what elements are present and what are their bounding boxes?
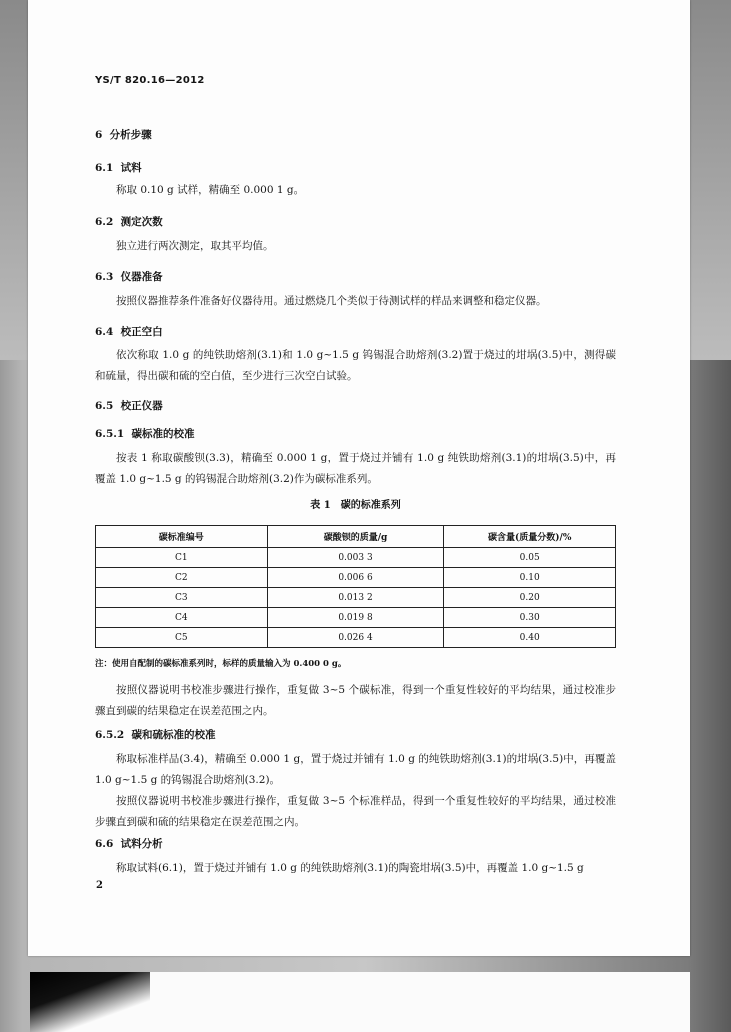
table-header-cell: 碳标准编号 (96, 526, 268, 548)
section-6-3-heading: 6.3 仪器准备 (95, 271, 163, 283)
table-row (96, 568, 616, 588)
section-6-1-heading: 6.1 试料 (95, 162, 142, 174)
table-cell: C2 (96, 568, 268, 588)
calibration-text: 按照仪器说明书校准步骤进行操作，重复做 3~5 个碳标准，得到一个重复性较好的平均结果，通过校准步骤直到碳的结果稳定在误差范围之内。 (95, 684, 616, 717)
section-6-5-1-text: 按表 1 称取碳酸钡(3.3)，精确至 0.000 1 g，置于烧过并铺有 1.0 g 纯铁助熔剂(3.1)的坩埚(3.5)中，再覆盖 1.0 g~1.5 g 的钨锡混合助熔剂(3.2)作为碳标准系列。 (95, 452, 616, 485)
table-cell: 0.026 4 (267, 628, 444, 648)
table-row (96, 608, 616, 628)
section-6-5-heading: 6.5 校正仪器 (95, 400, 163, 412)
table-cell: 0.10 (444, 568, 616, 588)
table-cell: 0.019 8 (267, 608, 444, 628)
section-6-5-2-heading: 6.5.2 碳和硫标准的校准 (95, 729, 216, 741)
standard-code-header: YS/T 820.16—2012 (95, 75, 205, 86)
table-1-caption: 表 1 碳的标准系列 (310, 500, 401, 511)
table-cell: C1 (96, 548, 268, 568)
table-cell: C5 (96, 628, 268, 648)
table-cell: 0.30 (444, 608, 616, 628)
table-header-row (96, 526, 616, 548)
table-cell: 0.05 (444, 548, 616, 568)
section-6-6-text: 称取试料(6.1)，置于烧过并铺有 1.0 g 的纯铁助熔剂(3.1)的陶瓷坩埚(3.5)中，再覆盖 1.0 g~1.5 g (116, 862, 584, 874)
section-6-heading: 6 分析步骤 (95, 129, 152, 141)
section-6-4-text: 依次称取 1.0 g 的纯铁助熔剂(3.1)和 1.0 g~1.5 g 钨锡混合助熔剂(3.2)置于烧过的坩埚(3.5)中，测得碳和硫量，得出碳和硫的空白值，至少进行三次空白试验。 (95, 349, 616, 382)
carbon-standard-table (95, 525, 616, 648)
table-cell: 0.006 6 (267, 568, 444, 588)
section-6-2-text: 独立进行两次测定，取其平均值。 (116, 240, 274, 252)
table-cell: 0.013 2 (267, 588, 444, 608)
table-cell: 0.40 (444, 628, 616, 648)
table-header-cell: 碳含量(质量分数)/% (444, 526, 616, 548)
table-cell: C4 (96, 608, 268, 628)
section-6-5-1-heading: 6.5.1 碳标准的校准 (95, 428, 195, 440)
table-cell: 0.003 3 (267, 548, 444, 568)
page-number: 2 (96, 880, 103, 891)
scan-shadow (30, 972, 150, 1032)
table-header-cell: 碳酸钡的质量/g (267, 526, 444, 548)
table-1-note: 注：使用自配制的碳标准系列时，标样的质量输入为 0.400 0 g。 (95, 659, 347, 669)
section-6-5-2-text-2: 按照仪器说明书校准步骤进行操作，重复做 3~5 个标准样品，得到一个重复性较好的平均结果，通过校准步骤直到碳和硫的结果稳定在误差范围之内。 (95, 795, 616, 828)
table-cell: C3 (96, 588, 268, 608)
section-6-3-text: 按照仪器推荐条件准备好仪器待用。通过燃烧几个类似于待测试样的样品来调整和稳定仪器。 (116, 295, 547, 307)
table-row (96, 548, 616, 568)
table-row (96, 588, 616, 608)
table-cell: 0.20 (444, 588, 616, 608)
section-6-5-2-text-1: 称取标准样品(3.4)，精确至 0.000 1 g，置于烧过并铺有 1.0 g 的纯铁助熔剂(3.1)的坩埚(3.5)中，再覆盖 1.0 g~1.5 g 的钨锡混合助熔剂(3.2)。 (95, 753, 616, 786)
section-6-6-heading: 6.6 试料分析 (95, 838, 163, 850)
section-6-4-heading: 6.4 校正空白 (95, 326, 163, 338)
section-6-1-text: 称取 0.10 g 试样，精确至 0.000 1 g。 (116, 184, 305, 196)
table-row (96, 628, 616, 648)
section-6-2-heading: 6.2 测定次数 (95, 216, 163, 228)
